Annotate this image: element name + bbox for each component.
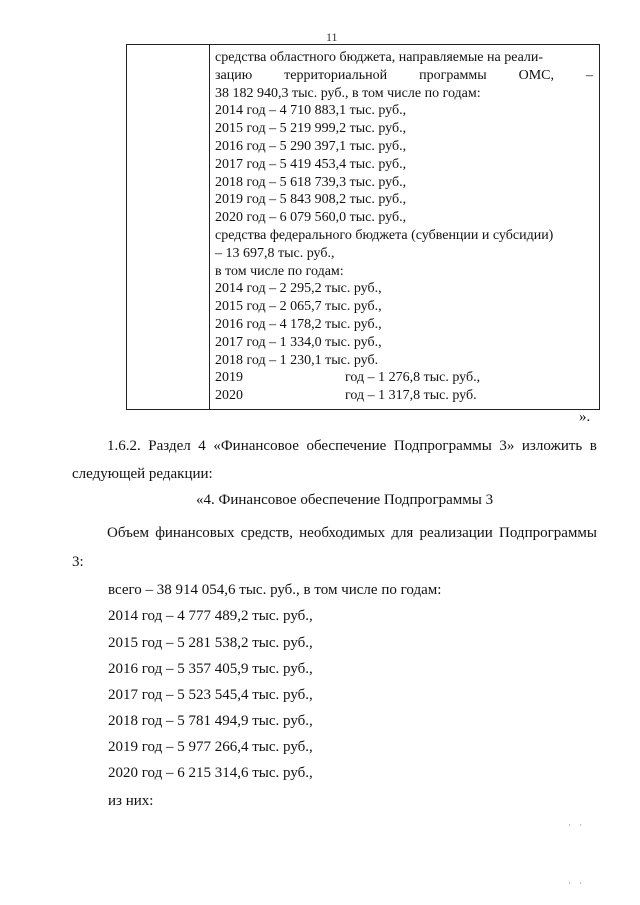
totals-line: 2016 год – 5 357 405,9 тыс. руб.,: [108, 661, 313, 677]
page-number: 11: [326, 30, 338, 44]
word: ОМС,: [518, 67, 555, 83]
table-justified-line: [215, 67, 593, 85]
table-line: 2014 год – 4 710 883,1 тыс. руб.,: [215, 103, 407, 119]
word: необходимых: [299, 525, 386, 541]
word: Раздел: [148, 438, 191, 454]
closing-quote: ».: [579, 409, 591, 425]
table-line: 38 182 940,3 тыс. руб., в том числе по годам:: [215, 85, 481, 101]
word: изложить: [521, 438, 583, 454]
scan-artifact: · ·: [568, 820, 586, 830]
table-year-row: [215, 387, 593, 405]
scan-artifact: · ·: [568, 878, 586, 888]
table-line: 2014 год – 2 295,2 тыс. руб.,: [215, 281, 382, 297]
table-line: 2019 год – 5 843 908,2 тыс. руб.,: [215, 192, 407, 208]
table-line: средства федерального бюджета (субвенции и субсидии): [215, 227, 554, 243]
section-heading: «4. Финансовое обеспечение Подпрограммы 3: [196, 492, 494, 508]
totals-line: 2017 год – 5 523 545,4 тыс. руб.,: [108, 687, 313, 703]
word: Подпрограммы: [499, 525, 597, 541]
table-line: средства областного бюджета, направляемые на реали-: [215, 50, 544, 65]
totals-line: 2015 год – 5 281 538,2 тыс. руб.,: [108, 635, 313, 651]
table-line: 2015 год – 2 065,7 тыс. руб.,: [215, 299, 382, 315]
word: 3»: [499, 438, 515, 454]
word: Подпрограммы: [393, 438, 492, 454]
totals-line: 2019 год – 5 977 266,4 тыс. руб.,: [108, 739, 313, 755]
word: 4: [198, 438, 206, 454]
section-paragraph-continuation: следующей редакции:: [72, 466, 213, 482]
totals-line: из них:: [108, 793, 154, 809]
table-line: – 13 697,8 тыс. руб.,: [215, 245, 335, 261]
volume-paragraph-line: [107, 525, 597, 542]
table-line: 2017 год – 5 419 453,4 тыс. руб.,: [215, 156, 407, 172]
word: программы: [419, 67, 487, 83]
table-line: 2018 год – 5 618 739,3 тыс. руб.,: [215, 174, 407, 190]
year-amount: год – 1 317,8 тыс. руб.: [345, 388, 477, 404]
word: территориальной: [284, 67, 388, 83]
table-line: 2018 год – 1 230,1 тыс. руб.: [215, 352, 379, 368]
year-amount: год – 1 276,8 тыс. руб.,: [345, 370, 481, 386]
table-line: 2020 год – 6 079 560,0 тыс. руб.,: [215, 210, 407, 226]
word: в: [589, 438, 597, 454]
table-line: в том числе по годам:: [215, 263, 344, 279]
table-cell-funding-sources: [215, 49, 593, 405]
word: реализации: [419, 525, 493, 541]
volume-paragraph-continuation: 3:: [72, 554, 84, 570]
table-year-row: [215, 369, 593, 387]
table-line: 2017 год – 1 334,0 тыс. руб.,: [215, 334, 382, 350]
table-column-divider: [209, 45, 210, 409]
word: зацию: [215, 67, 253, 83]
word: «Финансовое: [213, 438, 299, 454]
word: для: [391, 525, 414, 541]
word: –: [586, 67, 593, 83]
word: средств,: [240, 525, 293, 541]
year: 2019: [215, 370, 243, 386]
totals-line: 2020 год – 6 215 314,6 тыс. руб.,: [108, 765, 313, 781]
funding-table: [126, 44, 600, 410]
word: Объем: [107, 525, 149, 541]
totals-line: 2014 год – 4 777 489,2 тыс. руб.,: [108, 608, 313, 624]
totals-line: 2018 год – 5 781 494,9 тыс. руб.,: [108, 713, 313, 729]
totals-line: всего – 38 914 054,6 тыс. руб., в том числе по годам:: [108, 582, 442, 598]
table-line: 2016 год – 4 178,2 тыс. руб.,: [215, 316, 382, 332]
section-paragraph-line: [107, 438, 597, 455]
word: обеспечение: [306, 438, 387, 454]
table-line: 2016 год – 5 290 397,1 тыс. руб.,: [215, 138, 407, 154]
table-line: 2015 год – 5 219 999,2 тыс. руб.,: [215, 121, 407, 137]
word: финансовых: [155, 525, 235, 541]
word: 1.6.2.: [107, 438, 141, 454]
year: 2020: [215, 388, 243, 404]
